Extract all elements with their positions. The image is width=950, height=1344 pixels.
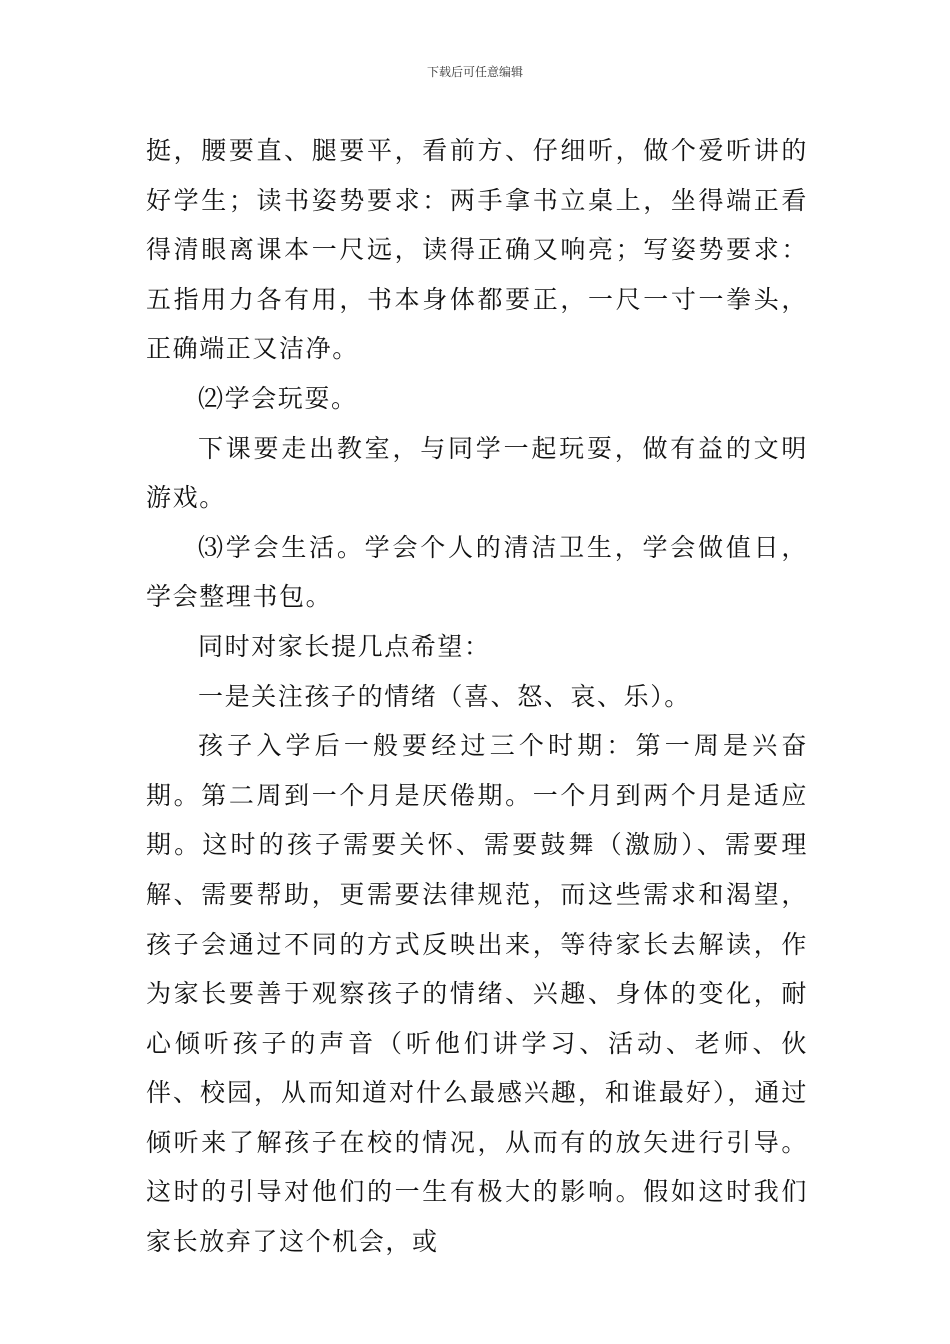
paragraph-learn-to-live: ⑶学会生活。学会个人的清洁卫生，学会做值日，学会整理书包。 (146, 532, 808, 612)
paragraph-learn-to-play-heading: ⑵学会玩耍。 (198, 383, 358, 413)
paragraph-emotions: 一是关注孩子的情绪（喜、怒、哀、乐）。 (198, 681, 691, 711)
paragraph-learn-to-play: 下课要走出教室，与同学一起玩耍，做有益的文明游戏。 (146, 433, 808, 513)
page-header: 下载后可任意编辑 (426, 65, 523, 79)
paragraph-parent-hopes: 同时对家长提几点希望： (198, 631, 491, 661)
paragraph-three-periods: 孩子入学后一般要经过三个时期：第一周是兴奋期。第二周到一个月是厌倦期。一个月到两个月是适应期。这时的孩子需要关怀、需要鼓舞（激励）、需要理解、需要帮助，更需要法律规范，而这些需求和渴望，孩子会通过不同的方式反映出来，等待家长去解读，作为家长要善于观察孩子的情绪、兴趣、身体的变化，耐心倾听孩子的声音（听他们讲学习、活动、老师、伙伴、校园，从而知道对什么最感兴趣，和谁最好），通过倾听来了解孩子在校的情况，从而有的放矢进行引导。这时的引导对他们的一生有极大的影响。假如这时我们家长放弃了这个机会，或 (146, 731, 808, 1257)
document-body (146, 126, 808, 1267)
paragraph-posture-requirements: 挺，腰要直、腿要平，看前方、仔细听，做个爱听讲的好学生；读书姿势要求：两手拿书立桌上，坐得端正看得清眼离课本一尺远，读得正确又响亮；写姿势要求：五指用力各有用，书本身体都要正，一尺一寸一拳头，正确端正又洁净。 (146, 136, 808, 364)
